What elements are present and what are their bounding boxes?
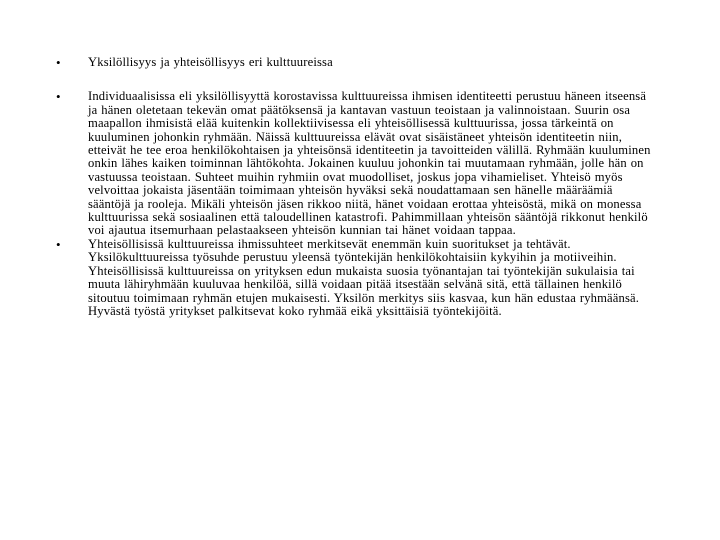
bullet-item-collectivism [56,238,656,318]
bullet-text-collectivism: Yhteisöllisissä kulttuureissa ihmissuhteet merkitsevät enemmän kuin suoritukset ja tehtävät. Yksilökulttuureissa työsuhde perustuu yleensä työntekijän henkilökohtaisiin kykyihin ja motiiveihin. Yhteisöllisissä kulttuureissa on yrityksen edun mukaista suosia työnantajan tai työntekijän sukulaisia tai muuta lähiryhmään kuuluvaa henkilöä, sillä voidaan pitää itsestään selvänä sitä, että tällainen henkilö sitoutuu toimimaan ryhmän etujen mukaisesti. Yksilön merkitys siis kasvaa, kun hän edustaa ryhmäänsä. Hyvästä työstä yritykset palkitsevat koko ryhmää eikä yksittäisiä työntekijöitä. [88,236,640,318]
bullet-dot-icon: • [56,89,61,105]
bullet-item-individualism [56,90,656,237]
bullet-dot-icon: • [56,55,61,70]
bullet-dot-icon: • [56,236,61,252]
bullet-text-individualism: Individuaalisissa eli yksilöllisyyttä korostavissa kulttuureissa ihmisen identiteetti perustuu häneen itseensä ja hänen oletetaan tekevän omat päätöksensä ja kantavan vastuun teoistaan ja valinnoistaan. Suurin osa maapallon ihmisistä elää kuitenkin kollektiivisessa eli yhteisöllisessä kulttuurissa, jossa tärkeintä on kuuluminen johonkin ryhmään. Näissä kulttuureissa elävät ovat sisäistäneet yhteisön identiteetin niin, etteivät he tee eroa henkilökohtaisen ja yhteisönsä identiteetin ja tavoitteiden välillä. Ryhmään kuuluminen onkin lähes kaiken toiminnan lähtökohta. Jokainen kuuluu johonkin tai muutamaan ryhmään, jolle hän on vastuussa teoistaan. Suhteet muihin ryhmiin ovat muodolliset, joskus jopa vihamieliset. Yhteisö myös velvoittaa jokaista jäsentään toimimaan yhteisön hyväksi sekä noudattamaan sen hänelle määräämiä sääntöjä ja rooleja. Mikäli yhteisön jäsen rikkoo niitä, hänet voidaan erottaa yhteisöstä, mikä on monessa kulttuurissa sekä sosiaalinen että taloudellinen katastrofi. Pahimmillaan yhteisön sääntöjä rikkonut henkilö voi ajautua itsemurhaan pelastaakseen yhteisön kunnian tai hänet voidaan tappaa. [88,89,651,238]
bullet-list [56,56,656,318]
bullet-text-heading: Yksilöllisyys ja yhteisöllisyys eri kulttuureissa [88,55,333,69]
bullet-item-heading [56,56,656,69]
